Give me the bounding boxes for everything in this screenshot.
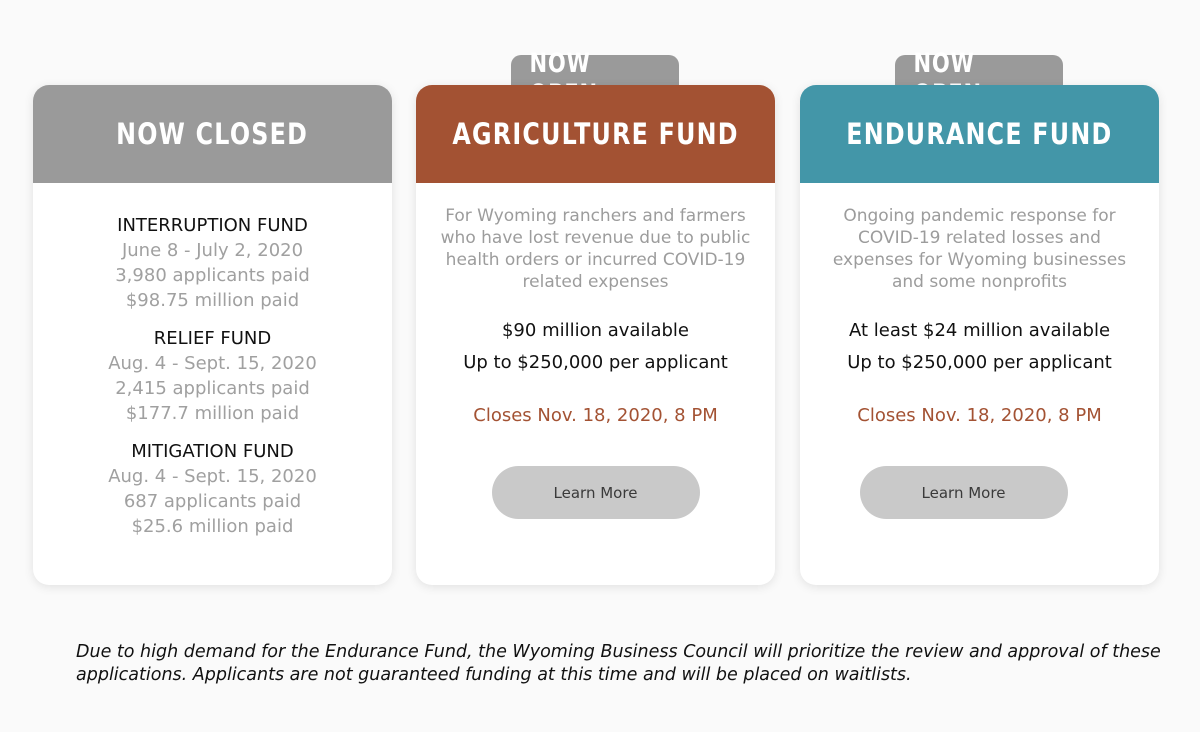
fund-paid: $98.75 million paid	[125, 290, 300, 311]
fund-dates: June 8 - July 2, 2020	[121, 240, 304, 261]
endurance-description: Ongoing pandemic response for COVID-19 related losses and expenses for Wyoming businesses and some nonprofits	[832, 206, 1127, 292]
endurance-available: At least $24 million available	[848, 320, 1111, 341]
agriculture-card-body	[416, 183, 775, 519]
fund-name: RELIEF FUND	[153, 328, 272, 349]
interruption-fund	[33, 213, 392, 313]
fund-name: INTERRUPTION FUND	[117, 215, 308, 236]
fund-paid: $177.7 million paid	[125, 403, 300, 424]
closed-funds-list	[33, 183, 392, 539]
endurance-closes: Closes Nov. 18, 2020, 8 PM	[857, 405, 1102, 426]
endurance-learn-more-button[interactable]: Learn More	[860, 466, 1068, 519]
fund-name: MITIGATION FUND	[131, 441, 294, 462]
endurance-card-body	[800, 183, 1159, 519]
mitigation-fund	[33, 439, 392, 539]
endurance-card-header	[800, 85, 1159, 183]
fund-dates: Aug. 4 - Sept. 15, 2020	[108, 353, 317, 374]
endurance-per-applicant: Up to $250,000 per applicant	[847, 352, 1112, 373]
agriculture-per-applicant: Up to $250,000 per applicant	[463, 352, 728, 373]
agriculture-closes: Closes Nov. 18, 2020, 8 PM	[473, 405, 718, 426]
agriculture-fund-card	[416, 85, 775, 585]
now-open-label: NOW	[529, 47, 591, 79]
endurance-card-title: ENDURANCE FUND	[846, 117, 1113, 151]
endurance-demand-footnote: Due to high demand for the Endurance Fund, the Wyoming Business Council will prioritize the review and approval of these applications. Applicants are not guaranteed funding at this time and will be placed on waitlists.	[76, 642, 1161, 685]
agriculture-available: $90 million available	[501, 320, 689, 341]
endurance-fund-card	[800, 85, 1159, 585]
closed-card-header	[33, 85, 392, 183]
now-open-label: NOW	[913, 47, 975, 79]
closed-card-title: NOW CLOSED	[116, 117, 309, 151]
agriculture-learn-more-button[interactable]: Learn More	[492, 466, 700, 519]
closed-funds-card	[33, 85, 392, 585]
fund-dates: Aug. 4 - Sept. 15, 2020	[108, 466, 317, 487]
agriculture-card-title: AGRICULTURE FUND	[452, 117, 739, 151]
fund-applicants: 2,415 applicants paid	[115, 378, 310, 399]
relief-fund	[33, 326, 392, 426]
fund-applicants: 3,980 applicants paid	[115, 265, 310, 286]
agriculture-description: For Wyoming ranchers and farmers who have lost revenue due to public health orders or incurred COVID-19 related expenses	[440, 206, 751, 292]
fund-applicants: 687 applicants paid	[123, 491, 302, 512]
fund-paid: $25.6 million paid	[131, 516, 294, 537]
agriculture-card-header	[416, 85, 775, 183]
